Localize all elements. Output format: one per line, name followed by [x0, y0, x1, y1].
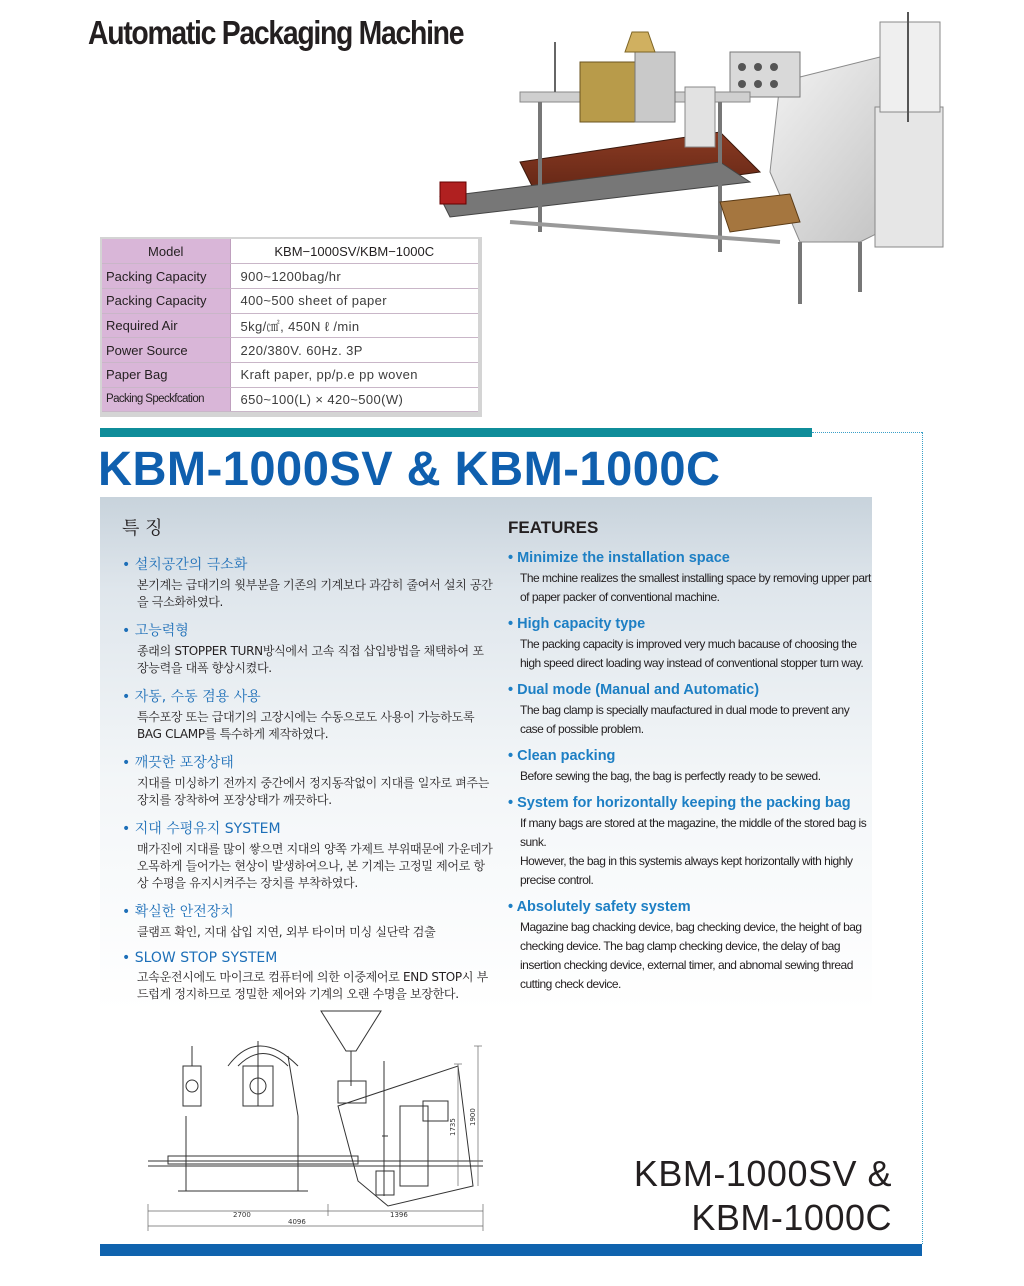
english-feature-item [508, 550, 872, 607]
english-feature-item [508, 899, 872, 994]
korean-feature-title: • 깨끗한 포장상태 [122, 755, 234, 771]
english-feature-item [508, 748, 872, 786]
korean-feature-body: 특수포장 또는 급대기의 고장시에는 수동으로도 사용이 가능하도록 BAG CLAMP를 특수하게 제작하였다. [137, 710, 475, 741]
english-feature-title: • Minimize the installation space [508, 550, 730, 566]
spec-row-label: Required Air [102, 313, 230, 338]
spec-row-value: 5kg/㎠, 450N ℓ /min [230, 313, 478, 338]
korean-feature-item [122, 752, 494, 809]
english-feature-title: • Clean packing [508, 748, 616, 764]
korean-feature-body: 지대를 미싱하기 전까지 중간에서 정지동작없이 지대를 일자로 펴주는 장치를 장착하여 포장상태가 깨끗하다. [137, 776, 490, 807]
korean-feature-body: 본기계는 급대기의 윗부분을 기존의 기계보다 과감히 줄여서 설치 공간을 극소화하였다. [137, 578, 493, 609]
korean-feature-item [122, 818, 494, 892]
spec-row-value: Kraft paper, pp/p.e pp woven [230, 362, 478, 387]
spec-row-label: Packing Capacity [102, 264, 230, 289]
korean-feature-title: • 지대 수평유지 SYSTEM [122, 821, 281, 837]
machine-photo [420, 12, 960, 304]
spec-header-row [102, 239, 478, 264]
spec-header-label: Model [102, 239, 230, 264]
model-headline: KBM-1000SV & KBM-1000C [98, 443, 721, 496]
english-feature-body: The mchine realizes the smallest installing space by removing upper part of paper packer of conventional machine. [520, 571, 871, 604]
technical-drawing [138, 1006, 498, 1231]
spec-row [102, 313, 478, 338]
dim-left-label: 2700 [233, 1211, 251, 1219]
dim-height2-label: 1900 [469, 1108, 477, 1126]
english-feature-title: • System for horizontally keeping the packing bag [508, 795, 851, 811]
spec-row [102, 338, 478, 363]
spec-row-value: 400~500 sheet of paper [230, 288, 478, 313]
english-heading: FEATURES [508, 518, 599, 537]
spec-row-value: 220/380V. 60Hz. 3P [230, 338, 478, 363]
spec-header-value: KBM−1000SV/KBM−1000C [230, 239, 478, 264]
spec-row-label: Paper Bag [102, 362, 230, 387]
english-feature-body: If many bags are stored at the magazine, the middle of the stored bag is sunk. However, the bag in this systemis always kept horizontally with highly precise control. [520, 816, 867, 887]
korean-feature-item [122, 901, 494, 941]
korean-feature-title: • 확실한 안전장치 [122, 904, 234, 920]
spec-table [102, 239, 478, 412]
korean-feature-title: • 설치공간의 극소화 [122, 557, 248, 573]
english-features [508, 518, 872, 1003]
english-feature-item [508, 616, 872, 673]
english-feature-item [508, 795, 872, 890]
bottom-blue-bar [100, 1244, 922, 1256]
dim-right-label: 1396 [390, 1211, 408, 1219]
spec-table-frame [100, 237, 482, 417]
teal-divider-bar [100, 428, 812, 437]
model-line-1: KBM-1000SV & [633, 1153, 892, 1194]
spec-row-label: Packing Capacity [102, 288, 230, 313]
korean-feature-title: • 자동, 수동 겸용 사용 [122, 689, 261, 705]
english-feature-title: • Dual mode (Manual and Automatic) [508, 682, 760, 698]
korean-feature-item [122, 554, 494, 611]
spec-row-value: 900~1200bag/hr [230, 264, 478, 289]
korean-feature-title: • SLOW STOP SYSTEM [122, 950, 278, 966]
spec-row-value: 650~100(L) × 420~500(W) [230, 387, 478, 412]
model-name-block [634, 1152, 892, 1240]
korean-features [122, 514, 494, 1012]
korean-feature-item [122, 686, 494, 743]
spec-row [102, 288, 478, 313]
english-feature-body: The bag clamp is specially maufactured in dual mode to prevent any case of possible problem. [520, 703, 850, 736]
korean-feature-item [122, 950, 494, 1003]
english-feature-body: The packing capacity is improved very much bacause of choosing the high speed direct loading way instead of conventional stopper turn way. [520, 637, 864, 670]
english-feature-item [508, 682, 872, 739]
korean-feature-body: 매가진에 지대를 많이 쌓으면 지대의 양쪽 가제트 부위때문에 가운데가 오목하게 들어가는 현상이 발생하여으나, 본 기계는 고정밀 제어로 항상 수평을 유지시켜주는 장치를 부착하였다. [137, 842, 493, 890]
korean-heading: 특 징 [122, 518, 163, 539]
dim-total-label: 4096 [288, 1218, 306, 1226]
korean-feature-body: 고속운전시에도 마이크로 컴퓨터에 의한 이중제어로 END STOP시 부드럽게 정지하므로 정밀한 제어와 기계의 오랜 수명을 보장한다. [137, 970, 488, 1001]
english-feature-title: • Absolutely safety system [508, 899, 691, 915]
dim-height1-label: 1735 [449, 1118, 457, 1136]
page-title: Automatic Packaging Machine [88, 14, 464, 51]
korean-feature-title: • 고능력형 [122, 623, 189, 639]
spec-row [102, 264, 478, 289]
english-feature-body: Magazine bag chacking device, bag checking device, the height of bag checking device. The bag clamp checking device, the delay of bag insertion checking device, external timer, and abnomal sewing thread cutting check device. [520, 920, 862, 991]
korean-feature-body: 클램프 확인, 지대 삽입 지연, 외부 타이머 미싱 실단락 검출 [137, 925, 436, 939]
dotted-frame-top [812, 432, 922, 433]
model-line-2: KBM-1000C [691, 1197, 892, 1238]
spec-row-label: Power Source [102, 338, 230, 363]
spec-row [102, 387, 478, 412]
korean-feature-body: 종래의 STOPPER TURN방식에서 고속 직접 삽입방법을 채택하여 포장능력을 대폭 향상시켰다. [137, 644, 484, 675]
korean-feature-item [122, 620, 494, 677]
english-feature-body: Before sewing the bag, the bag is perfectly ready to be sewed. [520, 769, 821, 783]
spec-row [102, 362, 478, 387]
spec-row-label: Packing Speckfcation [102, 387, 230, 412]
dotted-frame-right [922, 432, 923, 1244]
english-feature-title: • High capacity type [508, 616, 646, 632]
